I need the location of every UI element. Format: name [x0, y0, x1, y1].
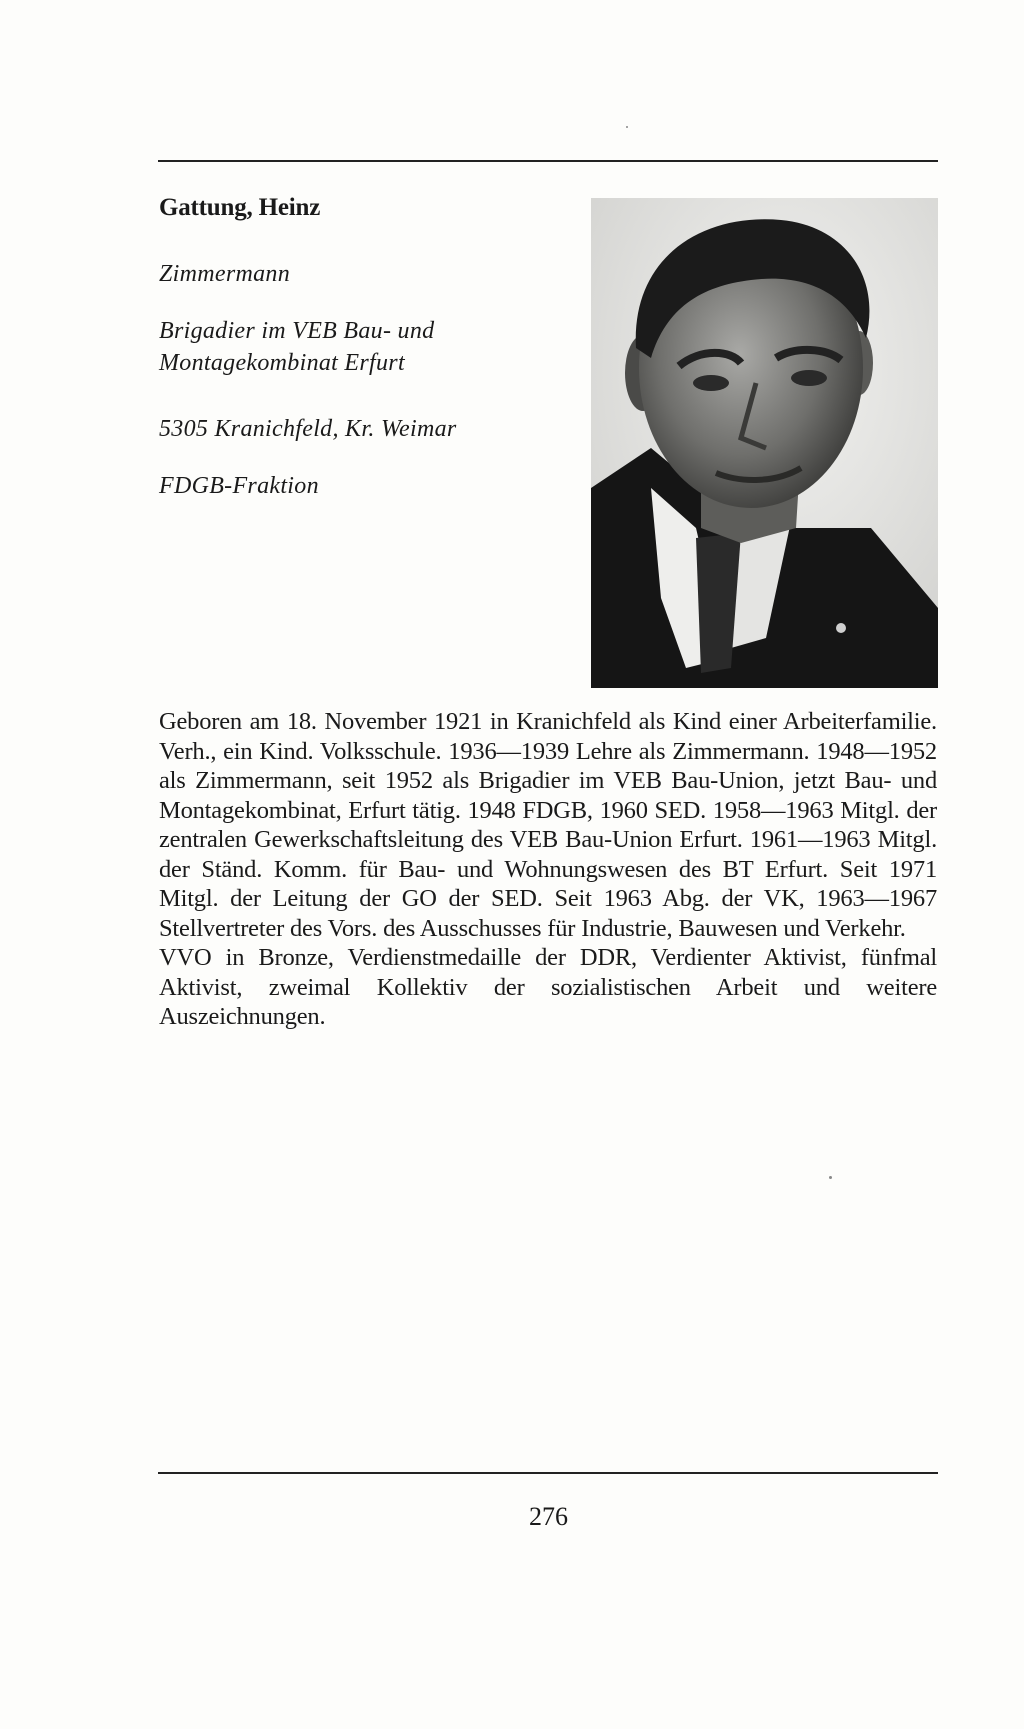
- entry-position-line2: Montagekombinat Erfurt: [159, 350, 405, 376]
- biography: [159, 707, 937, 1032]
- portrait-photo-icon: [591, 198, 938, 688]
- biography-paragraph: Geboren am 18. November 1921 in Kranichfeld als Kind einer Arbeiterfamilie. Verh., ein Kind. Volksschule. 1936—1939 Lehre als Zimmermann. 1948—1952 als Zimmermann, seit 1952 als Brigadier im VEB Bau-Union, jetzt Bau- und Montagekombinat, Erfurt tätig. 1948 FDGB, 1960 SED. 1958—1963 Mitgl. der zentralen Gewerkschaftsleitung des VEB Bau-Union Erfurt. 1961—1963 Mitgl. der Ständ. Komm. für Bau- und Wohnungswesen des BT Erfurt. Seit 1971 Mitgl. der Leitung der GO der SED. Seit 1963 Abg. der VK, 1963—1967 Stellvertreter des Vors. des Ausschusses für Industrie, Bauwesen und Verkehr.: [159, 708, 937, 942]
- scan-speck: [829, 1176, 832, 1179]
- entry-address: 5305 Kranichfeld, Kr. Weimar: [159, 416, 457, 442]
- page-number: 276: [529, 1502, 568, 1531]
- scan-speck: [626, 126, 628, 128]
- entry-name: Gattung, Heinz: [159, 194, 321, 221]
- portrait-photo: [591, 198, 938, 688]
- entry-occupation: Zimmermann: [159, 261, 291, 287]
- entry-position: [159, 315, 434, 379]
- awards-paragraph: VVO in Bronze, Verdienstmedaille der DDR, Verdienter Aktivist, fünfmal Aktivist, zweimal Kollektiv der sozialistischen Arbeit und weitere Auszeichnungen.: [159, 944, 937, 1030]
- entry-fraction: FDGB-Fraktion: [159, 473, 319, 499]
- top-rule: [158, 160, 938, 162]
- entry-position-line1: Brigadier im VEB Bau- und: [159, 318, 435, 344]
- bottom-rule: [158, 1472, 938, 1474]
